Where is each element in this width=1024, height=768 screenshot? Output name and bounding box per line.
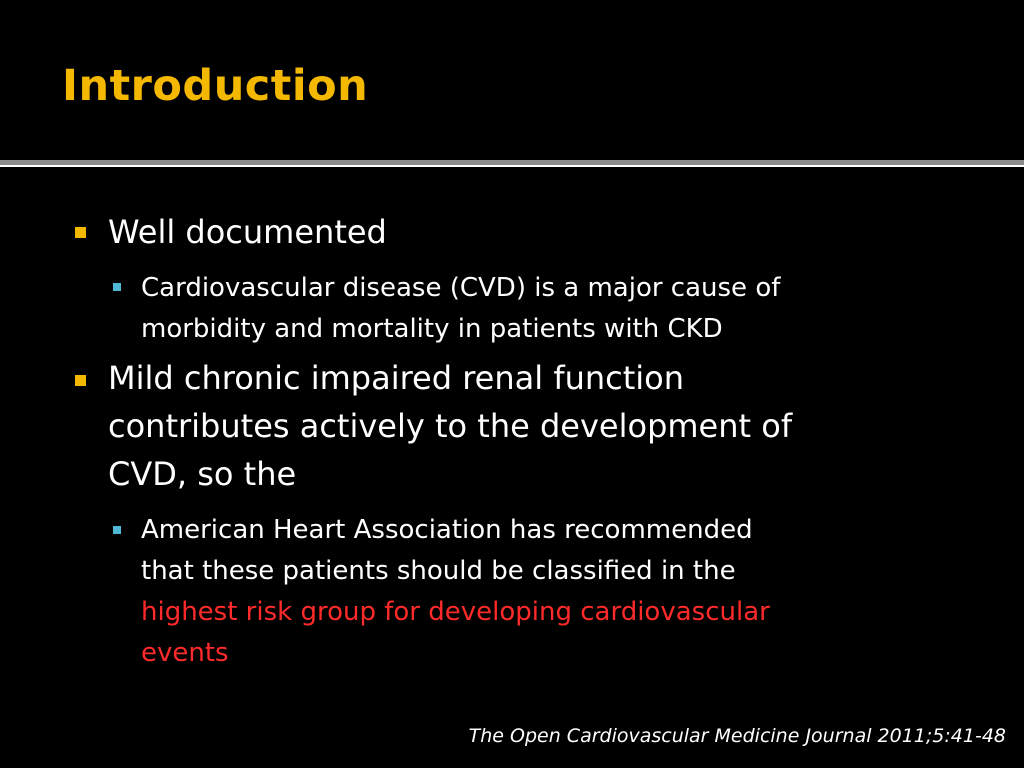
bullet-line: Cardiovascular disease (CVD) is a major cause of bbox=[141, 273, 781, 303]
bullet-line: morbidity and mortality in patients with CKD bbox=[141, 314, 723, 344]
bullet-square-icon bbox=[75, 227, 86, 238]
slide-title: Introduction bbox=[62, 61, 369, 111]
sub-bullet-square-icon bbox=[113, 283, 121, 291]
sub-bullet-square-icon bbox=[113, 526, 121, 534]
sub-bullet-aha bbox=[141, 510, 770, 674]
bullet-line: contributes actively to the development of bbox=[108, 407, 793, 445]
bullet-line: American Heart Association has recommended bbox=[141, 515, 753, 545]
bullet-mild-chronic bbox=[108, 354, 792, 498]
highlight-line: highest risk group for developing cardiovascular bbox=[141, 597, 770, 627]
bullet-line: CVD, so the bbox=[108, 455, 297, 493]
bullet-line: Well documented bbox=[108, 213, 387, 251]
bullet-line: Mild chronic impaired renal function bbox=[108, 359, 685, 397]
bullet-square-icon bbox=[75, 375, 86, 386]
journal-citation: The Open Cardiovascular Medicine Journal 2011;5:41-48 bbox=[468, 725, 1006, 747]
sub-bullet-cvd-cause bbox=[141, 268, 780, 350]
bullet-line: that these patients should be classified in the bbox=[141, 556, 736, 586]
title-bar bbox=[0, 0, 1024, 160]
highlight-line: events bbox=[141, 638, 229, 668]
bullet-well-documented bbox=[108, 208, 387, 256]
